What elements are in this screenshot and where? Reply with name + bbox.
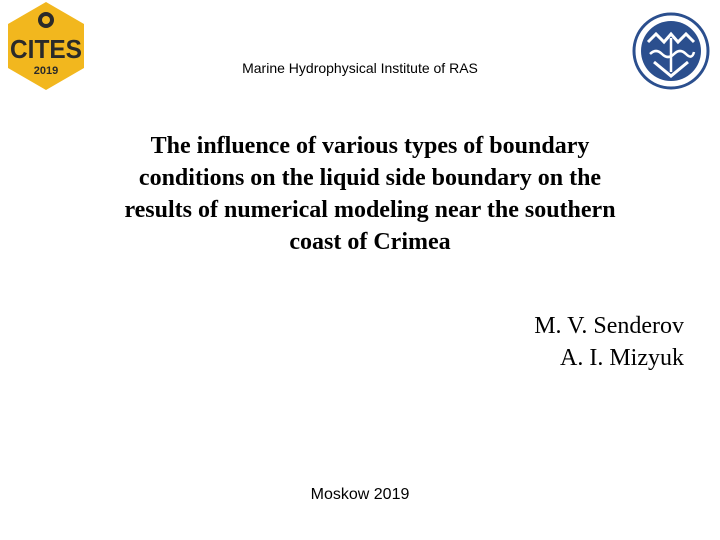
title-line: results of numerical modeling near the southern <box>124 197 616 223</box>
cites-logo-year: 2019 <box>33 65 59 77</box>
institute-name <box>0 60 720 76</box>
title-line: The influence of various types of boundary <box>150 133 590 159</box>
title-line: conditions on the liquid side boundary on the <box>138 165 602 191</box>
author-name: M. V. Senderov <box>534 313 684 339</box>
cites-logo <box>0 0 92 92</box>
author-name: A. I. Mizyuk <box>560 345 684 371</box>
cites-logo-word: CITES <box>10 34 82 64</box>
footer-place-year: Moskow 2019 <box>310 486 410 503</box>
slide-title <box>60 130 680 258</box>
title-line: coast of Crimea <box>289 229 451 255</box>
mhi-logo <box>632 12 710 90</box>
authors <box>534 310 684 374</box>
institute-name-text: Marine Hydrophysical Institute of RAS <box>242 60 478 76</box>
